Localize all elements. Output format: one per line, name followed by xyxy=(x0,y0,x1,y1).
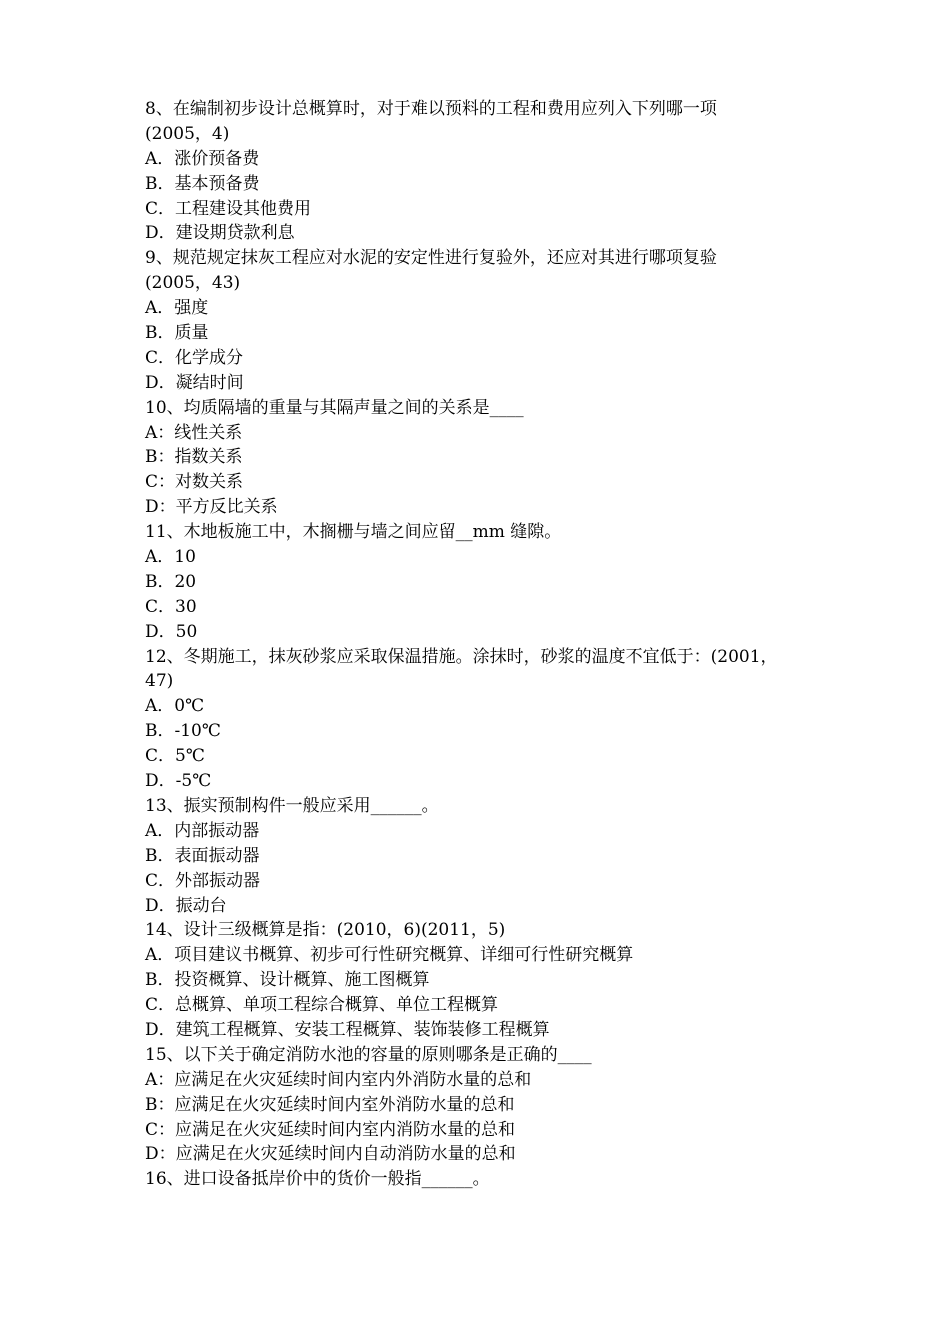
document-body xyxy=(145,97,805,1192)
text-line: 13、振实预制构件一般应采用______。 xyxy=(145,795,439,816)
text-line: D．50 xyxy=(145,621,198,642)
text-line: A．涨价预备费 xyxy=(145,148,260,169)
text-line: (2005，43) xyxy=(145,273,241,294)
text-line: C．工程建设其他费用 xyxy=(145,198,312,219)
text-line: B．-10℃ xyxy=(145,721,221,742)
text-line: 11、木地板施工中，木搁栅与墙之间应留__mm 缝隙。 xyxy=(145,522,562,543)
text-line: A：应满足在火灾延续时间内室内外消防水量的总和 xyxy=(145,1069,532,1090)
text-line: D．建设期贷款利息 xyxy=(145,223,295,244)
text-line: A．10 xyxy=(145,547,196,568)
text-line: A．强度 xyxy=(145,298,209,319)
text-line: 16、进口设备抵岸价中的货价一般指______。 xyxy=(145,1169,490,1190)
text-line: D．振动台 xyxy=(145,895,227,916)
text-line: 15、以下关于确定消防水池的容量的原则哪条是正确的____ xyxy=(145,1044,592,1065)
text-line: B：指数关系 xyxy=(145,447,243,468)
text-line: B：应满足在火灾延续时间内室外消防水量的总和 xyxy=(145,1094,515,1115)
text-line: D：应满足在火灾延续时间内自动消防水量的总和 xyxy=(145,1144,516,1165)
text-line: B．20 xyxy=(145,571,197,592)
text-line: 9、规范规定抹灰工程应对水泥的安定性进行复验外，还应对其进行哪项复验 xyxy=(145,248,717,269)
text-line: 8、在编制初步设计总概算时，对于难以预料的工程和费用应列入下列哪一项 xyxy=(145,99,717,119)
text-line: A：线性关系 xyxy=(145,422,243,443)
text-line: D．建筑工程概算、安装工程概算、装饰装修工程概算 xyxy=(145,1019,550,1040)
text-line: B．基本预备费 xyxy=(145,173,260,194)
text-line: D．凝结时间 xyxy=(145,372,244,393)
text-line: C：对数关系 xyxy=(145,472,244,493)
text-line: C：应满足在火灾延续时间内室内消防水量的总和 xyxy=(145,1119,516,1140)
text-line: A．项目建议书概算、初步可行性研究概算、详细可行性研究概算 xyxy=(145,945,634,966)
text-line: A．内部振动器 xyxy=(145,820,260,841)
text-line: C．30 xyxy=(145,596,197,617)
text-line: A．0℃ xyxy=(145,696,205,717)
text-line: B．表面振动器 xyxy=(145,845,260,866)
text-line: (2005，4) xyxy=(145,123,230,144)
text-line: 12、冬期施工，抹灰砂浆应采取保温措施。涂抹时，砂浆的温度不宜低于：(2001， xyxy=(145,646,778,667)
text-line: C．5℃ xyxy=(145,746,205,767)
text-line: 10、均质隔墙的重量与其隔声量之间的关系是____ xyxy=(145,397,524,418)
text-line: C．总概算、单项工程综合概算、单位工程概算 xyxy=(145,995,499,1016)
text-line: C．外部振动器 xyxy=(145,870,261,891)
text-line: B．投资概算、设计概算、施工图概算 xyxy=(145,970,430,991)
text-line: 47) xyxy=(145,671,174,692)
text-line: B．质量 xyxy=(145,323,209,344)
text-line: 14、设计三级概算是指：(2010，6)(2011，5) xyxy=(145,920,506,941)
text-line: C．化学成分 xyxy=(145,347,244,368)
text-line: D：平方反比关系 xyxy=(145,497,278,518)
text-line: D．-5℃ xyxy=(145,771,212,792)
